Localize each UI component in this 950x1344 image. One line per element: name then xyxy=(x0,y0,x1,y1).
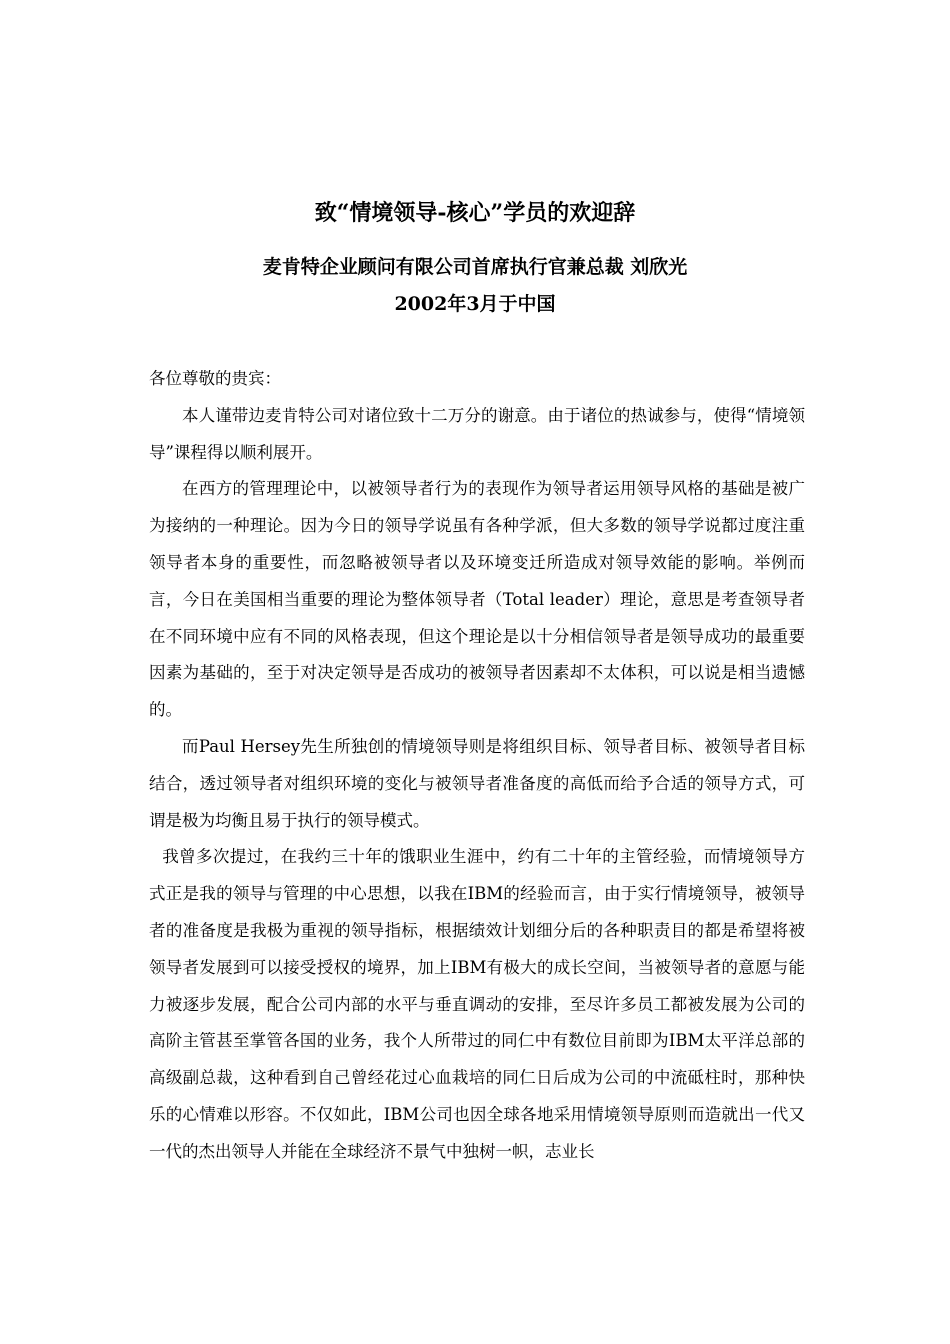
paragraph-1: 本人谨带边麦肯特公司对诸位致十二万分的谢意。由于诸位的热诚参与，使得“情境领导”课程得以顺利展开。 xyxy=(149,405,805,462)
document-title: 致“情境领导-核心”学员的欢迎辞 xyxy=(314,200,636,226)
paragraph-3: 而Paul Hersey先生所独创的情境领导则是将组织目标、领导者目标、被领导者目标结合，透过领导者对组织环境的变化与被领导者准备度的高低而给予合适的领导方式，可谓是极为均衡且易于执行的领导模式。 xyxy=(149,736,805,830)
letter-body xyxy=(149,361,805,1171)
date-line: 2002年3月于中国 xyxy=(394,293,556,315)
paragraph-4: 我曾多次提过，在我约三十年的饿职业生涯中，约有二十年的主管经验，而情境领导方式正是我的领导与管理的中心思想，以我在IBM的经验而言，由于实行情境领导，被领导者的准备度是我极为重视的领导指标，根据绩效计划细分后的各种职责目的都是希望将被领导者发展到可以接受授权的境界，加上IBM有极大的成长空间，当被领导者的意愿与能力被逐步发展，配合公司内部的水平与垂直调动的安排，至尽许多员工都被发展为公司的高阶主管甚至掌管各国的业务，我个人所带过的同仁中有数位目前即为IBM太平洋总部的高级副总裁，这种看到自己曾经花过心血栽培的同仁日后成为公司的中流砥柱时，那种快乐的心情难以形容。不仅如此，IBM公司也因全球各地采用情境领导原则而造就出一代又一代的杰出领导人并能在全球经济不景气中独树一帜，志业长 xyxy=(149,847,805,1161)
paragraph-2: 在西方的管理理论中，以被领导者行为的表现作为领导者运用领导风格的基础是被广为接纳的一种理论。因为今日的领导学说虽有各种学派，但大多数的领导学说都过度注重领导者本身的重要性，而忽略被领导者以及环境变迁所造成对领导效能的影响。举例而言，今日在美国相当重要的理论为整体领导者（Total leader）理论，意思是考查领导者在不同环境中应有不同的风格表现，但这个理论是以十分相信领导者是领导成功的最重要因素为基础的，至于对决定领导是否成功的被领导者因素却不太体积，可以说是相当遗憾的。 xyxy=(149,479,805,720)
author-line: 麦肯特企业顾问有限公司首席执行官兼总裁 刘欣光 xyxy=(262,256,688,278)
salutation: 各位尊敬的贵宾： xyxy=(149,369,281,388)
